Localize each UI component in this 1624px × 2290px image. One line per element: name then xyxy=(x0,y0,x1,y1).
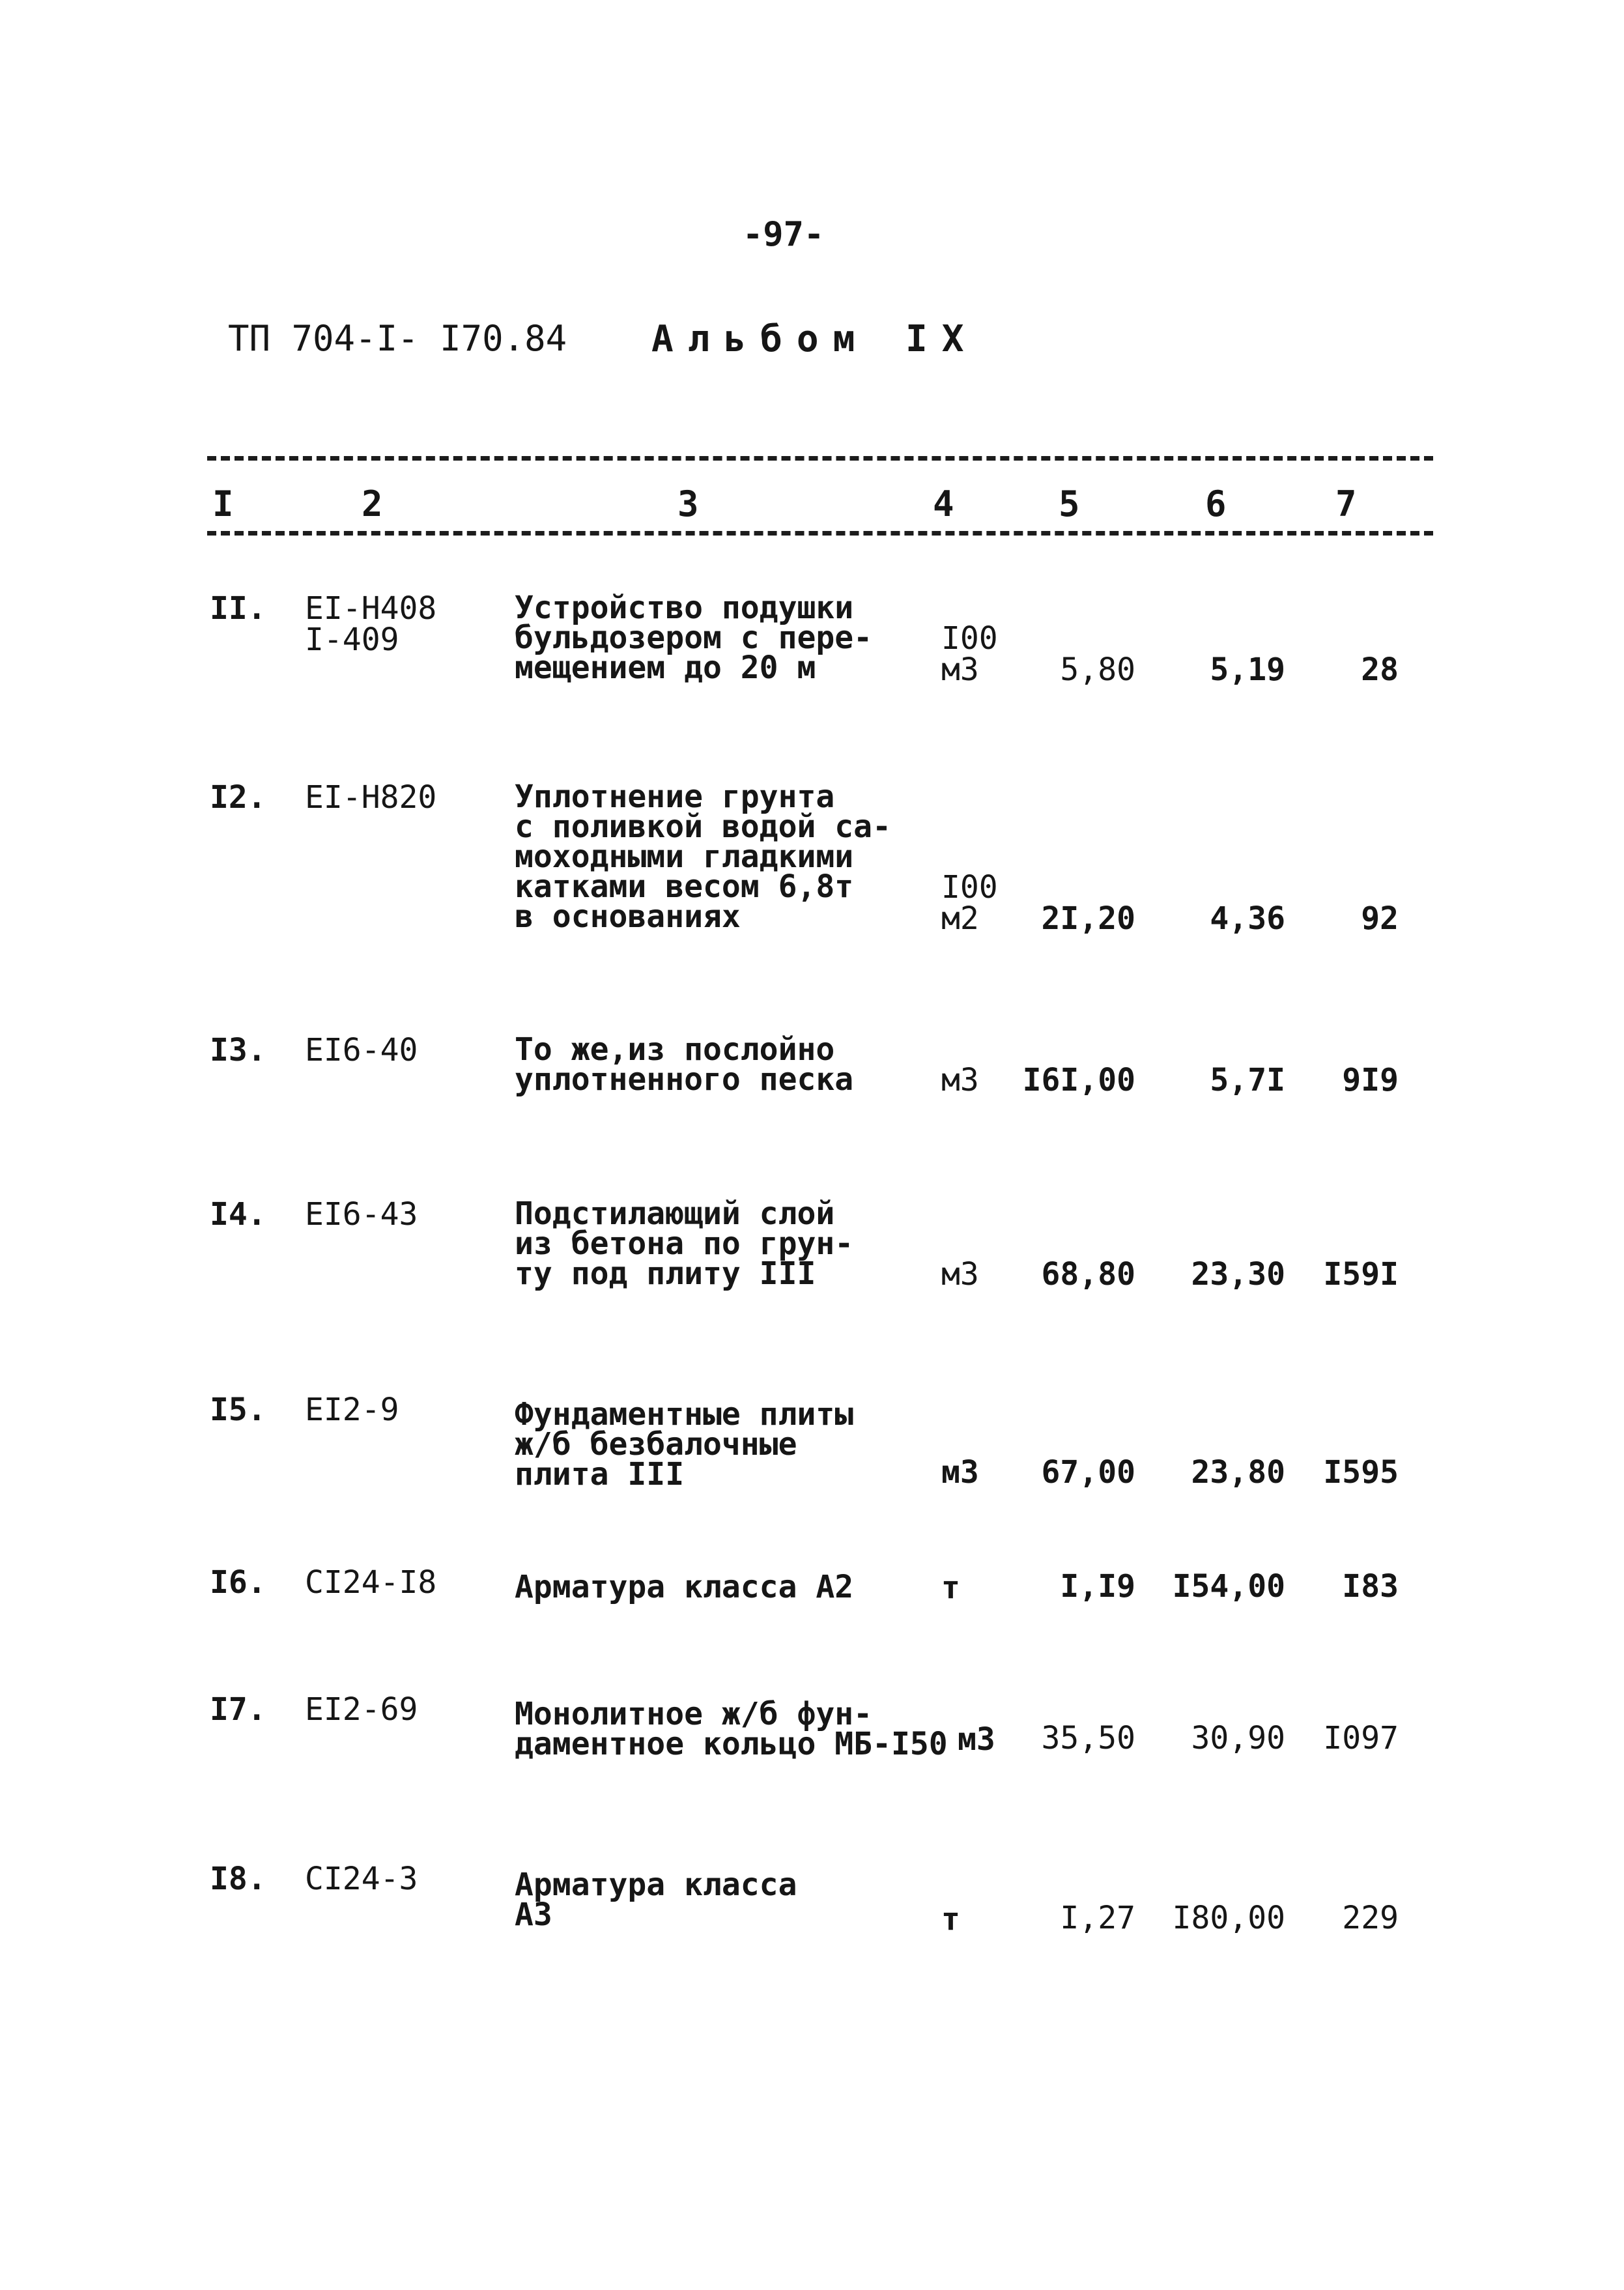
row-unit: I00 м3 xyxy=(941,620,998,688)
row-unit: м3 xyxy=(941,1256,979,1293)
row-code: EI6-43 xyxy=(305,1196,418,1233)
row-value-5: I,I9 xyxy=(1060,1568,1135,1605)
row-number: I3. xyxy=(210,1032,266,1068)
row-value-6: 30,90 xyxy=(1191,1720,1285,1756)
row-value-7: I595 xyxy=(1323,1454,1399,1491)
row-value-5: 67,00 xyxy=(1041,1454,1135,1491)
row-value-5: 35,50 xyxy=(1041,1720,1135,1756)
table-header-rule xyxy=(207,531,1433,536)
row-description: Фундаментные плиты ж/б безбалочные плита III xyxy=(515,1396,854,1493)
row-value-6: 23,80 xyxy=(1191,1454,1285,1491)
header-col-5: 5 xyxy=(1059,483,1080,524)
document-code: ТП 704-I- I70.84 xyxy=(228,318,567,359)
row-value-6: I80,00 xyxy=(1172,1900,1285,1936)
row-value-6: 5,19 xyxy=(1210,651,1285,688)
row-value-5: 2I,20 xyxy=(1041,900,1135,937)
row-code: EI2-69 xyxy=(305,1691,418,1728)
row-code: EI-H408 I-409 xyxy=(305,590,437,658)
row-code: EI6-40 xyxy=(305,1032,418,1068)
row-unit: т xyxy=(941,1569,960,1606)
row-number: I7. xyxy=(210,1691,266,1728)
row-description: Уплотнение грунта с поливкой водой са- моходными гладкими катками весом 6,8т в основаниях xyxy=(515,779,891,935)
album-title: Альбом IX xyxy=(651,318,978,360)
header-col-7: 7 xyxy=(1335,483,1357,524)
row-value-6: 4,36 xyxy=(1210,900,1285,937)
row-number: I4. xyxy=(210,1196,266,1233)
row-value-7: I097 xyxy=(1323,1720,1399,1756)
row-value-7: 229 xyxy=(1342,1900,1399,1936)
table-top-rule xyxy=(207,456,1433,461)
row-number: I2. xyxy=(210,779,266,816)
row-description: Подстилающий слой из бетона по грун- ту под плиту III xyxy=(515,1195,854,1292)
header-col-4: 4 xyxy=(933,483,954,524)
page-number: -97- xyxy=(743,215,825,254)
row-number: I6. xyxy=(210,1564,266,1601)
row-value-7: 9I9 xyxy=(1342,1062,1399,1098)
row-value-6: I54,00 xyxy=(1172,1568,1285,1605)
row-value-7: I83 xyxy=(1342,1568,1399,1605)
row-value-7: I59I xyxy=(1323,1256,1399,1293)
row-value-5: 68,80 xyxy=(1041,1256,1135,1293)
row-value-7: 92 xyxy=(1361,900,1399,937)
row-value-7: 28 xyxy=(1361,651,1399,688)
row-number: II. xyxy=(210,590,266,627)
header-col-6: 6 xyxy=(1205,483,1227,524)
row-value-5: I,27 xyxy=(1060,1900,1135,1936)
row-unit: т xyxy=(941,1901,960,1938)
row-unit: м3 xyxy=(941,1062,979,1098)
row-code: CI24-3 xyxy=(305,1861,418,1897)
row-code: EI2-9 xyxy=(305,1392,399,1428)
row-unit: I00 м2 xyxy=(941,869,998,937)
row-unit: м3 xyxy=(941,1454,979,1491)
row-number: I8. xyxy=(210,1861,266,1897)
row-unit: м3 xyxy=(958,1721,995,1758)
row-value-6: 23,30 xyxy=(1191,1256,1285,1293)
row-description: Устройство подушки бульдозером с пере- мещением до 20 м xyxy=(515,590,873,686)
header-col-2: 2 xyxy=(362,483,383,524)
row-description: То же,из послойно уплотненного песка xyxy=(515,1031,854,1098)
header-col-1: I xyxy=(212,483,234,524)
row-description: Монолитное ж/б фун- даментное кольцо МБ-I50 xyxy=(515,1696,948,1762)
row-code: EI-H820 xyxy=(305,779,437,816)
row-description: Арматура класса А3 xyxy=(515,1867,797,1933)
row-description: Арматура класса А2 xyxy=(515,1569,854,1605)
row-value-5: 5,80 xyxy=(1060,651,1135,688)
header-col-3: 3 xyxy=(677,483,699,524)
row-value-6: 5,7I xyxy=(1210,1062,1285,1098)
row-number: I5. xyxy=(210,1392,266,1428)
row-value-5: I6I,00 xyxy=(1022,1062,1135,1098)
row-code: CI24-I8 xyxy=(305,1564,437,1601)
